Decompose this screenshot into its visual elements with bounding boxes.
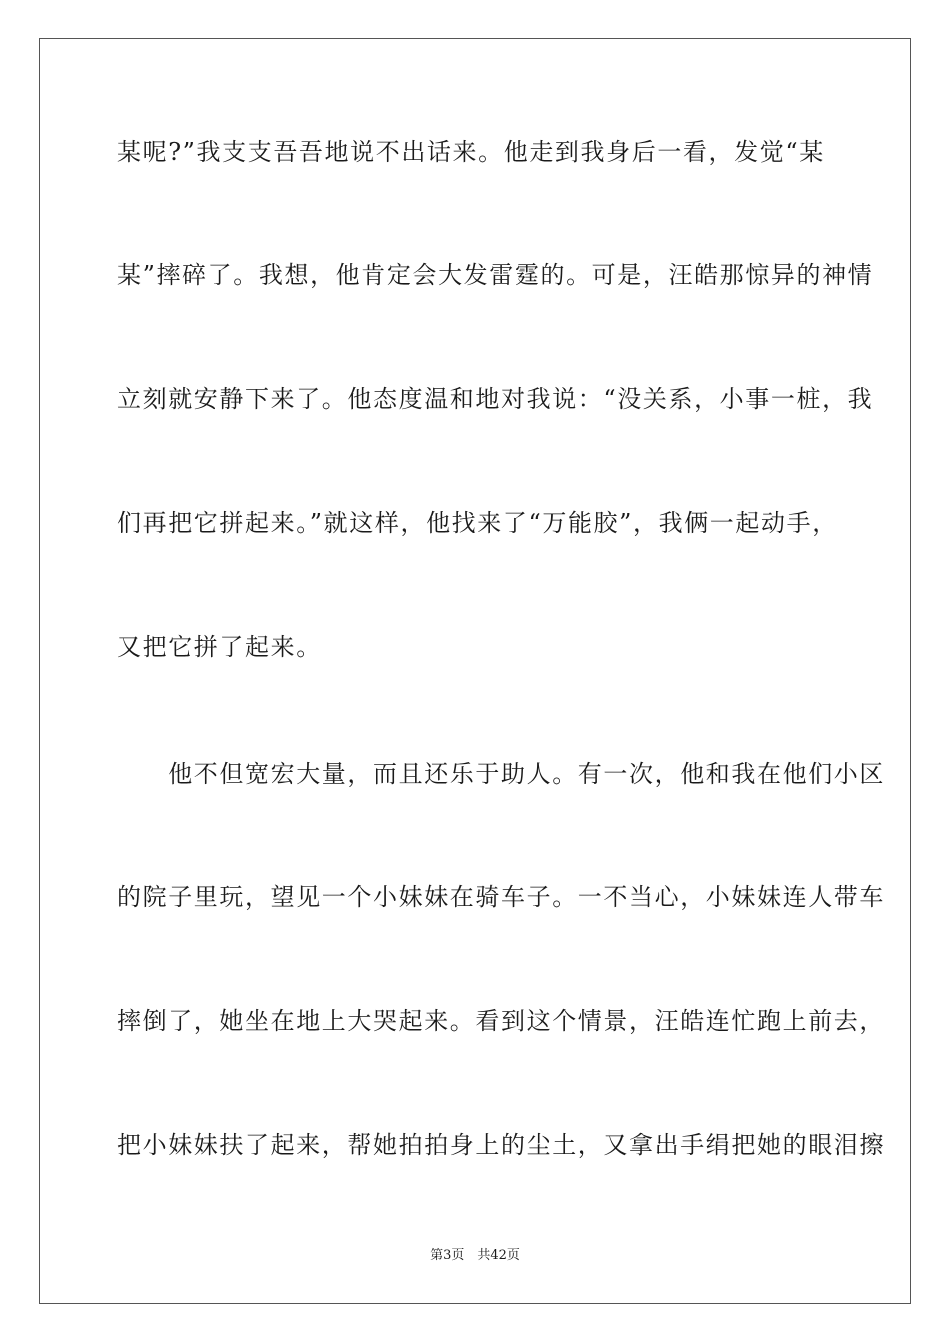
text-line: 又把它拼了起来。 xyxy=(117,633,322,661)
text-line: 们再把它拼起来。”就这样，他找来了“万能胶”，我俩一起动手， xyxy=(117,509,838,537)
text-line: 某呢?”我支支吾吾地说不出话来。他走到我身后一看，发觉“某 xyxy=(117,138,825,166)
page-border xyxy=(39,38,911,1304)
text-line: 他不但宽宏大量，而且还乐于助人。有一次，他和我在他们小区 xyxy=(117,760,885,788)
text-line: 某”摔碎了。我想，他肯定会大发雷霆的。可是，汪皓那惊异的神情 xyxy=(117,261,874,289)
page-number-footer: 第3页 共42页 xyxy=(430,1248,520,1263)
text-line: 把小妹妹扶了起来，帮她拍拍身上的尘土，又拿出手绢把她的眼泪擦 xyxy=(117,1131,885,1159)
text-line: 立刻就安静下来了。他态度温和地对我说：“没关系，小事一桩，我 xyxy=(117,385,874,413)
text-line: 的院子里玩，望见一个小妹妹在骑车子。一不当心，小妹妹连人带车 xyxy=(117,883,885,911)
text-line: 摔倒了，她坐在地上大哭起来。看到这个情景，汪皓连忙跑上前去， xyxy=(117,1007,885,1035)
